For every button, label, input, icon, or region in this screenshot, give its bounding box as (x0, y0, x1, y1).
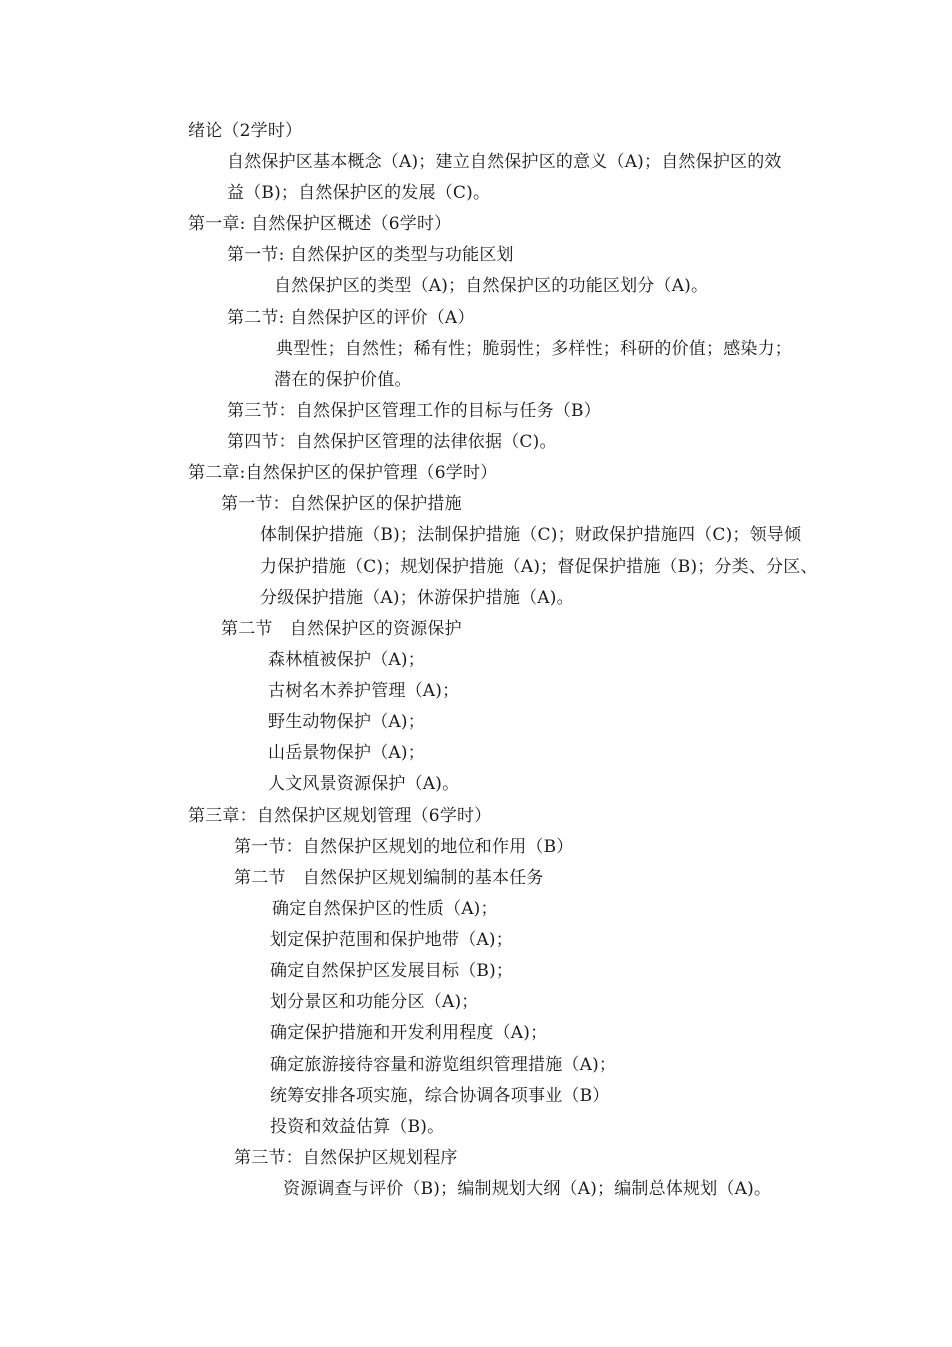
list-item: 划分景区和功能分区（A)； (270, 992, 479, 1012)
section-heading: 第一节：自然保护区规划的地位和作用（B） (234, 837, 574, 857)
chapter-heading: 第一章: 自然保护区概述（6学时） (188, 214, 452, 234)
section-heading: 第二节 自然保护区规划编制的基本任务 (234, 868, 544, 888)
section-heading: 第一节：自然保护区的保护措施 (221, 494, 462, 514)
text-line: 分级保护措施（A)；休游保护措施（A)。 (260, 588, 574, 608)
text-line: 潜在的保护价值。 (274, 370, 412, 390)
text-line: 自然保护区的类型（A)；自然保护区的功能区划分（A)。 (274, 276, 709, 296)
text-line: 力保护措施（C)；规划保护措施（A)；督促保护措施（B)；分类、分区、 (260, 557, 818, 577)
section-heading: 第三节：自然保护区管理工作的目标与任务（B） (227, 401, 601, 421)
list-item: 确定保护措施和开发利用程度（A)； (270, 1023, 548, 1043)
list-item: 森林植被保护（A)； (268, 650, 425, 670)
list-item: 确定旅游接待容量和游览组织管理措施（A)； (270, 1055, 617, 1075)
list-item: 投资和效益估算（B)。 (270, 1117, 445, 1137)
section-heading: 第二节 自然保护区的资源保护 (221, 619, 462, 639)
list-item: 划定保护范围和保护地带（A)； (270, 930, 513, 950)
list-item: 确定自然保护区发展目标（B)； (270, 961, 514, 981)
intro-heading: 绪论（2学时） (188, 121, 303, 141)
text-line: 体制保护措施（B)；法制保护措施（C)；财政保护措施四（C)；领导倾 (260, 525, 802, 545)
text-line: 典型性；自然性；稀有性；脆弱性；多样性；科研的价值；感染力； (276, 339, 792, 359)
list-item: 人文风景资源保护（A)。 (268, 774, 460, 794)
section-heading: 第四节：自然保护区管理的法律依据（C)。 (227, 432, 557, 452)
section-heading: 第一节: 自然保护区的类型与功能区划 (227, 245, 514, 265)
list-item: 山岳景物保护（A)； (268, 743, 425, 763)
section-heading: 第三节：自然保护区规划程序 (234, 1148, 458, 1168)
list-item: 确定自然保护区的性质（A)； (272, 899, 498, 919)
chapter-heading: 第三章：自然保护区规划管理（6学时） (188, 806, 492, 826)
text-line: 自然保护区基本概念（A)；建立自然保护区的意义（A)；自然保护区的效 (227, 152, 782, 172)
text-line: 益（B)；自然保护区的发展（C)。 (227, 183, 491, 203)
list-item: 野生动物保护（A)； (268, 712, 425, 732)
list-item: 统筹安排各项实施，综合协调各项事业（B） (270, 1086, 610, 1106)
section-heading: 第二节: 自然保护区的评价（A） (227, 308, 475, 328)
text-line: 资源调查与评价（B)；编制规划大纲（A)；编制总体规划（A)。 (283, 1179, 772, 1199)
list-item: 古树名木养护管理（A)； (268, 681, 460, 701)
chapter-heading: 第二章:自然保护区的保护管理（6学时） (188, 463, 498, 483)
